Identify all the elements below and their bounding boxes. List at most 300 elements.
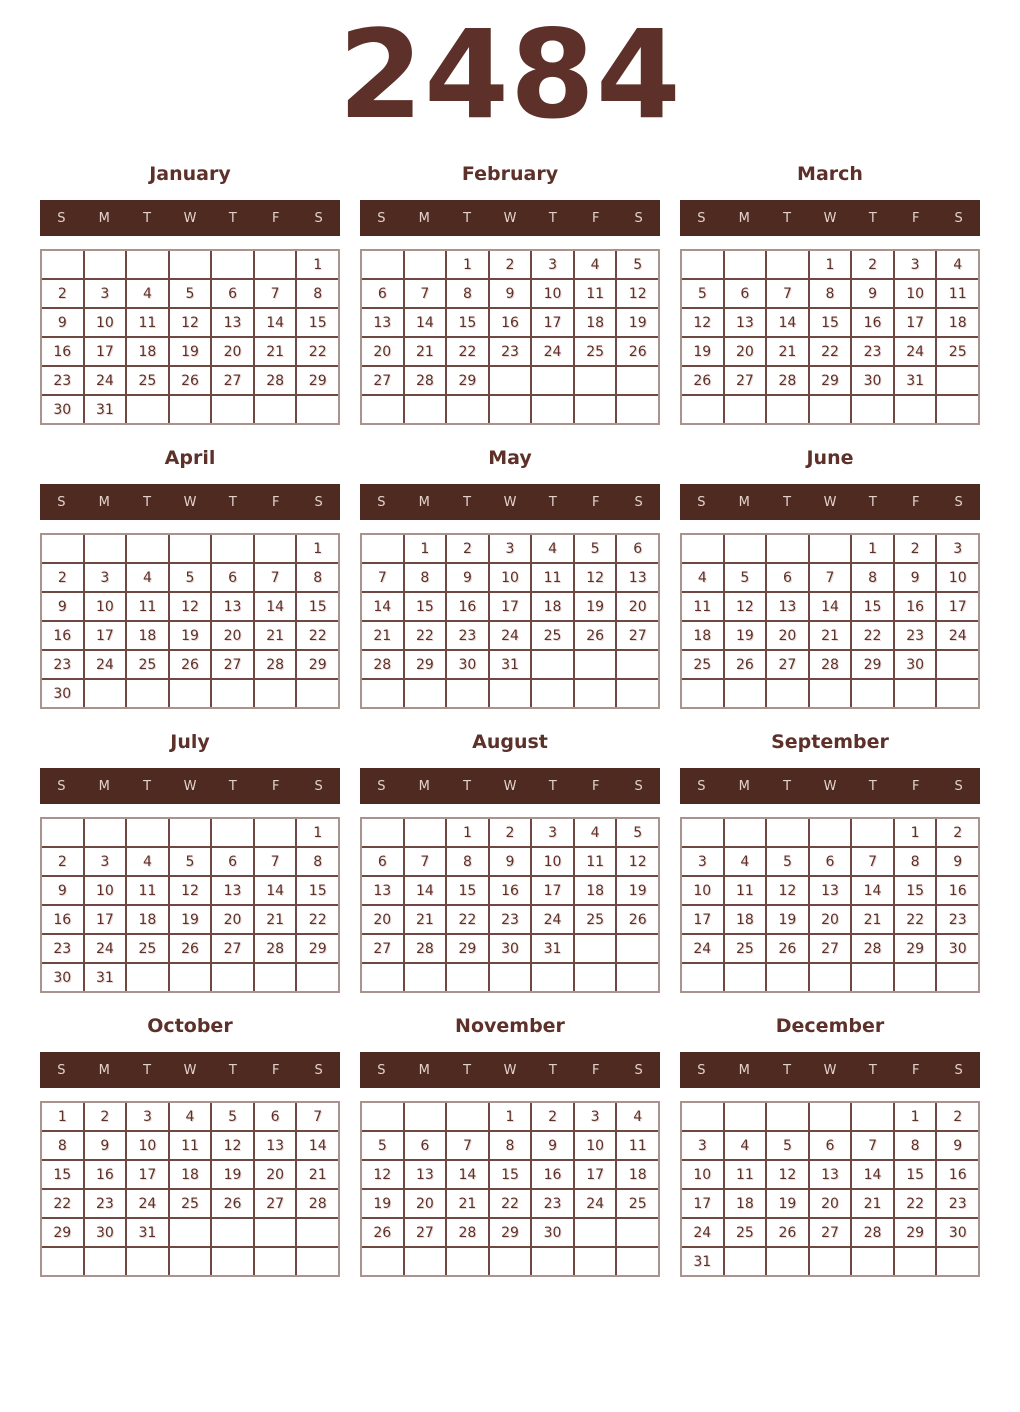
- day-cell: 27: [725, 367, 766, 394]
- weekday-label: S: [377, 778, 386, 794]
- day-cell: 25: [937, 338, 978, 365]
- day-cell: 20: [810, 906, 851, 933]
- day-cell: 25: [532, 622, 573, 649]
- day-cell: 5: [170, 280, 211, 307]
- day-cell: 23: [852, 338, 893, 365]
- day-cell: [810, 680, 851, 707]
- day-cell: 11: [682, 593, 723, 620]
- day-cell: 8: [42, 1132, 83, 1159]
- day-cell: 18: [127, 622, 168, 649]
- day-cell: 13: [212, 309, 253, 336]
- day-cell: 22: [852, 622, 893, 649]
- day-cell: [810, 1103, 851, 1130]
- month-grid: [680, 817, 980, 993]
- day-cell: 23: [42, 651, 83, 678]
- day-cell: 4: [725, 848, 766, 875]
- day-cell: [682, 1103, 723, 1130]
- day-cell: 18: [532, 593, 573, 620]
- day-cell: 7: [852, 848, 893, 875]
- month-block: [360, 1012, 660, 1277]
- day-cell: 4: [617, 1103, 658, 1130]
- day-cell: [852, 1248, 893, 1275]
- weekday-label: F: [591, 494, 600, 510]
- day-cell: 22: [895, 1190, 936, 1217]
- day-cell: 19: [170, 622, 211, 649]
- day-cell: 21: [255, 338, 296, 365]
- day-cell: 26: [212, 1190, 253, 1217]
- day-cell: 25: [617, 1190, 658, 1217]
- day-cell: 20: [212, 622, 253, 649]
- day-cell: 2: [937, 1103, 978, 1130]
- day-cell: 4: [575, 251, 616, 278]
- day-cell: [490, 396, 531, 423]
- day-cell: [447, 964, 488, 991]
- weekday-label: S: [314, 494, 323, 510]
- day-cell: 5: [362, 1132, 403, 1159]
- day-cell: 27: [810, 935, 851, 962]
- day-cell: 11: [575, 280, 616, 307]
- day-cell: [682, 396, 723, 423]
- day-cell: 17: [532, 877, 573, 904]
- day-cell: 27: [212, 651, 253, 678]
- day-cell: 25: [575, 906, 616, 933]
- day-cell: [725, 819, 766, 846]
- day-cell: 13: [810, 877, 851, 904]
- day-cell: 17: [682, 906, 723, 933]
- weekday-label: W: [823, 494, 837, 510]
- month-title: April: [164, 447, 216, 469]
- day-cell: 13: [212, 593, 253, 620]
- day-cell: [255, 396, 296, 423]
- day-cell: 14: [447, 1161, 488, 1188]
- day-cell: 26: [617, 338, 658, 365]
- year-title: 2484: [338, 4, 682, 146]
- month-title: September: [771, 731, 889, 753]
- day-cell: [532, 367, 573, 394]
- day-cell: 7: [255, 848, 296, 875]
- day-cell: 17: [85, 906, 126, 933]
- day-cell: 24: [85, 651, 126, 678]
- day-cell: 26: [725, 651, 766, 678]
- day-cell: 19: [170, 906, 211, 933]
- day-cell: 2: [42, 280, 83, 307]
- day-cell: 17: [85, 338, 126, 365]
- day-cell: 17: [532, 309, 573, 336]
- day-cell: [490, 964, 531, 991]
- day-cell: 25: [682, 651, 723, 678]
- day-cell: 1: [447, 251, 488, 278]
- day-cell: 26: [362, 1219, 403, 1246]
- day-cell: 5: [170, 848, 211, 875]
- day-cell: 24: [490, 622, 531, 649]
- day-cell: 29: [447, 935, 488, 962]
- day-cell: [362, 1103, 403, 1130]
- day-cell: 30: [895, 651, 936, 678]
- weekday-label: F: [591, 1062, 600, 1078]
- day-cell: 7: [255, 280, 296, 307]
- weekday-label: M: [738, 210, 750, 226]
- day-cell: [212, 819, 253, 846]
- day-cell: 21: [255, 906, 296, 933]
- weekday-label: S: [634, 494, 643, 510]
- day-cell: 14: [852, 877, 893, 904]
- day-cell: 11: [937, 280, 978, 307]
- weekday-label: W: [503, 494, 517, 510]
- day-cell: 13: [405, 1161, 446, 1188]
- month-grid: [40, 817, 340, 993]
- day-cell: 5: [725, 564, 766, 591]
- day-cell: 8: [405, 564, 446, 591]
- day-cell: [170, 680, 211, 707]
- day-cell: 3: [85, 564, 126, 591]
- day-cell: 21: [447, 1190, 488, 1217]
- day-cell: 13: [255, 1132, 296, 1159]
- day-cell: 27: [212, 935, 253, 962]
- day-cell: [682, 819, 723, 846]
- day-cell: 8: [447, 848, 488, 875]
- month-title: July: [170, 731, 210, 753]
- weekday-label: F: [911, 1062, 920, 1078]
- day-cell: 7: [405, 848, 446, 875]
- day-cell: 28: [297, 1190, 338, 1217]
- day-cell: 16: [490, 309, 531, 336]
- day-cell: 7: [810, 564, 851, 591]
- day-cell: 8: [297, 564, 338, 591]
- day-cell: [725, 680, 766, 707]
- day-cell: 8: [297, 848, 338, 875]
- day-cell: 7: [767, 280, 808, 307]
- day-cell: [852, 396, 893, 423]
- day-cell: [405, 680, 446, 707]
- day-cell: 30: [937, 1219, 978, 1246]
- day-cell: [617, 935, 658, 962]
- month-grid: [40, 1101, 340, 1277]
- weekday-label: M: [98, 778, 110, 794]
- day-cell: 21: [405, 338, 446, 365]
- month-title: November: [455, 1015, 565, 1037]
- day-cell: 18: [170, 1161, 211, 1188]
- day-cell: 10: [85, 593, 126, 620]
- day-cell: 24: [575, 1190, 616, 1217]
- day-cell: [85, 535, 126, 562]
- day-cell: 29: [895, 935, 936, 962]
- weekday-label: S: [314, 778, 323, 794]
- day-cell: 28: [255, 935, 296, 962]
- day-cell: [255, 1219, 296, 1246]
- day-cell: [212, 964, 253, 991]
- day-cell: 1: [42, 1103, 83, 1130]
- day-cell: 1: [297, 251, 338, 278]
- day-cell: [297, 1219, 338, 1246]
- day-cell: 12: [170, 593, 211, 620]
- day-cell: [362, 1248, 403, 1275]
- day-cell: 16: [85, 1161, 126, 1188]
- day-cell: [937, 396, 978, 423]
- weekday-label: W: [823, 778, 837, 794]
- weekday-label: S: [377, 494, 386, 510]
- day-cell: [895, 680, 936, 707]
- day-cell: 10: [895, 280, 936, 307]
- weekday-header-band: [360, 484, 660, 520]
- day-cell: 15: [297, 877, 338, 904]
- day-cell: 3: [532, 251, 573, 278]
- day-cell: 17: [937, 593, 978, 620]
- weekday-label: S: [377, 210, 386, 226]
- day-cell: 23: [937, 906, 978, 933]
- day-cell: 19: [575, 593, 616, 620]
- day-cell: [85, 1248, 126, 1275]
- weekday-label: F: [911, 210, 920, 226]
- day-cell: 30: [42, 964, 83, 991]
- day-cell: [405, 1103, 446, 1130]
- day-cell: [170, 819, 211, 846]
- day-cell: 22: [297, 622, 338, 649]
- day-cell: 9: [937, 848, 978, 875]
- weekday-label: M: [98, 494, 110, 510]
- day-cell: 28: [852, 1219, 893, 1246]
- day-cell: [85, 819, 126, 846]
- day-cell: 6: [810, 848, 851, 875]
- day-cell: 16: [937, 877, 978, 904]
- day-cell: 4: [575, 819, 616, 846]
- day-cell: 20: [725, 338, 766, 365]
- day-cell: 6: [362, 280, 403, 307]
- day-cell: 26: [170, 651, 211, 678]
- day-cell: 12: [575, 564, 616, 591]
- day-cell: 4: [170, 1103, 211, 1130]
- weekday-label: F: [271, 778, 280, 794]
- day-cell: 2: [42, 848, 83, 875]
- day-cell: [852, 964, 893, 991]
- day-cell: 5: [767, 848, 808, 875]
- day-cell: [212, 396, 253, 423]
- day-cell: 22: [42, 1190, 83, 1217]
- day-cell: 21: [297, 1161, 338, 1188]
- day-cell: 1: [297, 535, 338, 562]
- day-cell: 7: [297, 1103, 338, 1130]
- day-cell: 3: [85, 848, 126, 875]
- weekday-header-band: [40, 768, 340, 804]
- day-cell: [405, 964, 446, 991]
- day-cell: [767, 819, 808, 846]
- day-cell: 15: [42, 1161, 83, 1188]
- weekday-label: M: [738, 1062, 750, 1078]
- day-cell: [170, 964, 211, 991]
- day-cell: [937, 651, 978, 678]
- day-cell: [810, 819, 851, 846]
- day-cell: [127, 1248, 168, 1275]
- day-cell: 20: [810, 1190, 851, 1217]
- day-cell: 5: [575, 535, 616, 562]
- day-cell: 7: [405, 280, 446, 307]
- day-cell: [212, 251, 253, 278]
- day-cell: 19: [617, 309, 658, 336]
- weekday-label: S: [634, 778, 643, 794]
- weekday-label: W: [183, 494, 197, 510]
- weekday-label: T: [143, 210, 152, 226]
- month-block: [680, 160, 980, 425]
- weekday-label: W: [823, 1062, 837, 1078]
- day-cell: 31: [490, 651, 531, 678]
- day-cell: 18: [575, 877, 616, 904]
- day-cell: 4: [937, 251, 978, 278]
- day-cell: [490, 1248, 531, 1275]
- day-cell: 16: [895, 593, 936, 620]
- day-cell: [937, 964, 978, 991]
- day-cell: [767, 1103, 808, 1130]
- day-cell: 26: [170, 367, 211, 394]
- day-cell: 5: [767, 1132, 808, 1159]
- weekday-label: F: [911, 494, 920, 510]
- day-cell: 27: [362, 935, 403, 962]
- day-cell: 8: [297, 280, 338, 307]
- day-cell: [212, 535, 253, 562]
- day-cell: 27: [212, 367, 253, 394]
- day-cell: 10: [682, 877, 723, 904]
- day-cell: 28: [255, 651, 296, 678]
- day-cell: 19: [767, 1190, 808, 1217]
- day-cell: [490, 367, 531, 394]
- day-cell: [362, 680, 403, 707]
- day-cell: 2: [532, 1103, 573, 1130]
- day-cell: 17: [127, 1161, 168, 1188]
- weekday-label: M: [98, 210, 110, 226]
- day-cell: 13: [725, 309, 766, 336]
- weekday-label: T: [868, 778, 877, 794]
- day-cell: [127, 251, 168, 278]
- day-cell: [682, 251, 723, 278]
- month-block: [360, 444, 660, 709]
- day-cell: 3: [895, 251, 936, 278]
- day-cell: 17: [85, 622, 126, 649]
- day-cell: [127, 964, 168, 991]
- day-cell: 14: [255, 593, 296, 620]
- weekday-label: T: [463, 1062, 472, 1078]
- month-title: February: [461, 163, 559, 185]
- day-cell: [170, 1219, 211, 1246]
- day-cell: 3: [532, 819, 573, 846]
- day-cell: 16: [42, 338, 83, 365]
- day-cell: [725, 535, 766, 562]
- day-cell: 3: [127, 1103, 168, 1130]
- day-cell: 22: [895, 906, 936, 933]
- day-cell: 22: [297, 906, 338, 933]
- day-cell: [447, 680, 488, 707]
- day-cell: 13: [212, 877, 253, 904]
- day-cell: 15: [810, 309, 851, 336]
- day-cell: [937, 367, 978, 394]
- month-grid: [680, 1101, 980, 1277]
- month-grid: [40, 249, 340, 425]
- weekday-label: S: [314, 1062, 323, 1078]
- day-cell: 14: [767, 309, 808, 336]
- day-cell: 2: [937, 819, 978, 846]
- day-cell: 18: [937, 309, 978, 336]
- day-cell: [575, 1248, 616, 1275]
- day-cell: 24: [85, 935, 126, 962]
- day-cell: [852, 819, 893, 846]
- day-cell: 21: [405, 906, 446, 933]
- weekday-label: W: [503, 1062, 517, 1078]
- day-cell: [767, 1248, 808, 1275]
- day-cell: 12: [170, 309, 211, 336]
- day-cell: 23: [42, 367, 83, 394]
- day-cell: [405, 819, 446, 846]
- day-cell: 17: [895, 309, 936, 336]
- weekday-label: T: [868, 1062, 877, 1078]
- day-cell: [212, 680, 253, 707]
- weekday-label: S: [954, 210, 963, 226]
- weekday-label: S: [57, 778, 66, 794]
- month-title: June: [806, 447, 854, 469]
- day-cell: [127, 819, 168, 846]
- day-cell: 6: [212, 280, 253, 307]
- day-cell: 14: [297, 1132, 338, 1159]
- day-cell: 9: [42, 593, 83, 620]
- day-cell: [170, 535, 211, 562]
- weekday-label: S: [697, 1062, 706, 1078]
- day-cell: [532, 680, 573, 707]
- weekday-header-band: [40, 200, 340, 236]
- day-cell: 8: [447, 280, 488, 307]
- day-cell: [852, 1103, 893, 1130]
- day-cell: 5: [617, 251, 658, 278]
- day-cell: 6: [212, 564, 253, 591]
- day-cell: 1: [895, 1103, 936, 1130]
- day-cell: [682, 535, 723, 562]
- day-cell: 18: [127, 906, 168, 933]
- weekday-label: T: [143, 494, 152, 510]
- day-cell: [170, 251, 211, 278]
- day-cell: 10: [490, 564, 531, 591]
- day-cell: [212, 1219, 253, 1246]
- day-cell: [405, 1248, 446, 1275]
- day-cell: 12: [212, 1132, 253, 1159]
- day-cell: [127, 680, 168, 707]
- weekday-label: T: [783, 1062, 792, 1078]
- day-cell: 29: [297, 367, 338, 394]
- day-cell: 23: [937, 1190, 978, 1217]
- day-cell: 6: [212, 848, 253, 875]
- day-cell: 16: [42, 622, 83, 649]
- day-cell: [297, 396, 338, 423]
- day-cell: 15: [895, 877, 936, 904]
- day-cell: 7: [447, 1132, 488, 1159]
- day-cell: [810, 1248, 851, 1275]
- month-grid: [680, 533, 980, 709]
- day-cell: 22: [490, 1190, 531, 1217]
- day-cell: 13: [362, 877, 403, 904]
- day-cell: [447, 396, 488, 423]
- day-cell: [575, 935, 616, 962]
- weekday-label: S: [954, 494, 963, 510]
- weekday-label: M: [418, 1062, 430, 1078]
- day-cell: 14: [405, 309, 446, 336]
- day-cell: [85, 251, 126, 278]
- day-cell: 16: [852, 309, 893, 336]
- day-cell: 16: [42, 906, 83, 933]
- month-grid: [360, 249, 660, 425]
- weekday-label: T: [143, 778, 152, 794]
- weekday-label: S: [57, 494, 66, 510]
- day-cell: 29: [447, 367, 488, 394]
- day-cell: 26: [767, 935, 808, 962]
- weekday-label: W: [183, 778, 197, 794]
- day-cell: 31: [682, 1248, 723, 1275]
- day-cell: 23: [490, 338, 531, 365]
- day-cell: 31: [85, 964, 126, 991]
- day-cell: 6: [255, 1103, 296, 1130]
